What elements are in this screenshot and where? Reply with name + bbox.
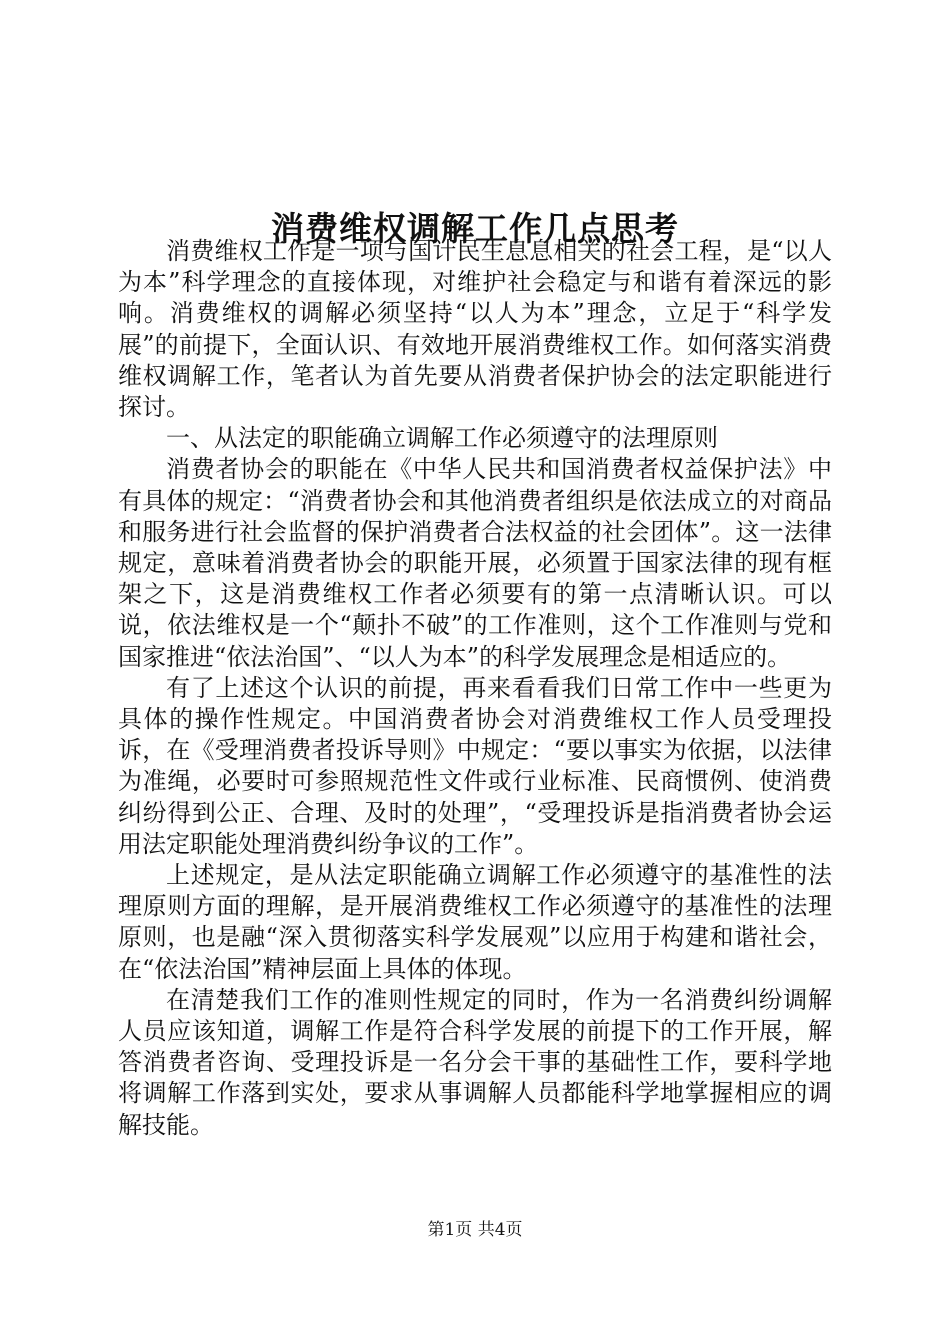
paragraph-operational-rules: 有了上述这个认识的前提，再来看看我们日常工作中一些更为具体的操作性规定。中国消费者协会对消费维权工作人员受理投诉，在《受理消费者投诉导则》中规定：“要以事实为依据，以法律为准绳，必要时可参照规范性文件或行业标准、民商惯例、使消费纠纷得到公正、合理、及时的处理”，“受理投诉是指消费者协会运用法定职能处理消费纠纷争议的工作”。 xyxy=(118,673,832,858)
paragraph-mediation-skills: 在清楚我们工作的准则性规定的同时，作为一名消费纠纷调解人员应该知道，调解工作是符合科学发展的前提下的工作开展，解答消费者咨询、受理投诉是一名分会干事的基础性工作，要科学地将调解工作落到实处，要求从事调解人员都能科学地掌握相应的调解技能。 xyxy=(118,985,832,1139)
paragraph-consumer-association-duties: 消费者协会的职能在《中华人民共和国消费者权益保护法》中有具体的规定：“消费者协会和其他消费者组织是依法成立的对商品和服务进行社会监督的保护消费者合法权益的社会团体”。这一法律规定，意味着消费者协会的职能开展，必须置于国家法律的现有框架之下，这是消费维权工作者必须要有的第一点清晰认识。可以说，依法维权是一个“颠扑不破”的工作准则，这个工作准则与党和国家推进“依法治国”、“以人为本”的科学发展理念是相适应的。 xyxy=(118,455,832,671)
paragraph-intro: 消费维权工作是一项与国计民生息息相关的社会工程，是“以人为本”科学理念的直接体现，对维护社会稳定与和谐有着深远的影响。消费维权的调解必须坚持“以人为本”理念，立足于“科学发展”的前提下，全面认识、有效地开展消费维权工作。如何落实消费维权调解工作，笔者认为首先要从消费者保护协会的法定职能进行探讨。 xyxy=(118,237,832,422)
section-heading-1: 一、从法定的职能确立调解工作必须遵守的法理原则 xyxy=(166,424,718,453)
document-title: 消费维权调解工作几点思考 xyxy=(271,209,679,249)
paragraph-legal-principles: 上述规定，是从法定职能确立调解工作必须遵守的基准性的法理原则方面的理解，是开展消费维权工作必须遵守的基准性的法理原则，也是融“深入贯彻落实科学发展观”以应用于构建和谐社会，在“依法治国”精神层面上具体的体现。 xyxy=(118,861,832,983)
document-body xyxy=(118,236,832,1141)
page-number-footer: 第1页 共4页 xyxy=(427,1220,523,1240)
